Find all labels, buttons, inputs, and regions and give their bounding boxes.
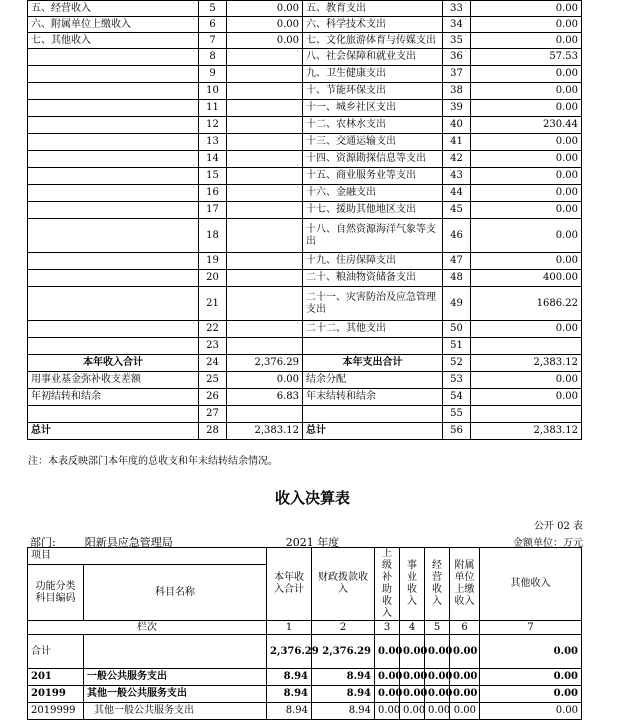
summary-row bbox=[28, 338, 582, 355]
expense-item: 十六、金融支出 bbox=[303, 185, 443, 202]
summary-row bbox=[28, 219, 582, 253]
department-label: 部门: bbox=[30, 536, 56, 549]
expense-amount: 2,383.12 bbox=[471, 355, 582, 372]
income-amount: 2,376.29 bbox=[227, 355, 303, 372]
col-number: 2 bbox=[312, 621, 375, 635]
amount-unit: 金额单位：万元 bbox=[513, 538, 583, 549]
income-amount bbox=[227, 287, 303, 321]
expense-line-no: 36 bbox=[443, 49, 471, 66]
expense-line-no: 41 bbox=[443, 134, 471, 151]
income-row bbox=[28, 686, 582, 703]
col-number: 4 bbox=[400, 621, 425, 635]
income-line-no: 5 bbox=[199, 1, 227, 17]
income-line-no: 14 bbox=[199, 151, 227, 168]
income-item bbox=[28, 219, 199, 253]
income-amount bbox=[227, 66, 303, 83]
income-item bbox=[28, 83, 199, 100]
header-col-label: 栏次 bbox=[28, 621, 267, 635]
subject-name: 其他一般公共服务支出 bbox=[84, 686, 267, 703]
income-amount bbox=[227, 168, 303, 185]
summary-row bbox=[28, 100, 582, 117]
income-amount: 0.00 bbox=[227, 372, 303, 389]
expense-line-no: 37 bbox=[443, 66, 471, 83]
income-line-no: 18 bbox=[199, 219, 227, 253]
income-amount bbox=[227, 151, 303, 168]
expense-line-no: 56 bbox=[443, 423, 471, 440]
col-number: 1 bbox=[267, 621, 312, 635]
expense-item: 十七、援助其他地区支出 bbox=[303, 202, 443, 219]
expense-line-no: 53 bbox=[443, 372, 471, 389]
amount-cell: 0.00 bbox=[425, 635, 450, 669]
summary-row bbox=[28, 83, 582, 100]
amount-cell: 0.00 bbox=[450, 669, 480, 686]
expense-amount: 230.44 bbox=[471, 117, 582, 134]
amount-cell: 0.00 bbox=[400, 669, 425, 686]
expense-amount: 0.00 bbox=[471, 100, 582, 117]
expense-amount: 0.00 bbox=[471, 1, 582, 17]
amount-cell: 8.94 bbox=[312, 686, 375, 703]
income-item bbox=[28, 49, 199, 66]
expense-amount: 0.00 bbox=[471, 321, 582, 338]
amount-cell: 0.00 bbox=[400, 686, 425, 703]
header-business: 事业收入 bbox=[400, 548, 425, 621]
summary-row bbox=[28, 1, 582, 17]
income-item bbox=[28, 406, 199, 423]
income-item bbox=[28, 168, 199, 185]
expense-amount: 0.00 bbox=[471, 219, 582, 253]
subject-name bbox=[84, 635, 267, 669]
expense-amount: 0.00 bbox=[471, 389, 582, 406]
expense-item: 二十二、其他支出 bbox=[303, 321, 443, 338]
expense-item bbox=[303, 338, 443, 355]
income-line-no: 27 bbox=[199, 406, 227, 423]
header-affiliated: 附属单位上缴收入 bbox=[450, 548, 480, 621]
income-amount: 0.00 bbox=[227, 17, 303, 33]
expense-item: 六、科学技术支出 bbox=[303, 17, 443, 33]
expense-line-no: 51 bbox=[443, 338, 471, 355]
amount-cell: 0.00 bbox=[400, 703, 425, 720]
amount-cell: 0.00 bbox=[375, 669, 400, 686]
expense-item: 总计 bbox=[303, 423, 443, 440]
expense-amount: 57.53 bbox=[471, 49, 582, 66]
amount-cell: 8.94 bbox=[267, 669, 312, 686]
col-number: 6 bbox=[450, 621, 480, 635]
income-row bbox=[28, 669, 582, 686]
expense-line-no: 55 bbox=[443, 406, 471, 423]
expense-item: 结余分配 bbox=[303, 372, 443, 389]
expense-line-no: 46 bbox=[443, 219, 471, 253]
income-item bbox=[28, 321, 199, 338]
income-item: 五、经营收入 bbox=[28, 1, 199, 17]
summary-row bbox=[28, 202, 582, 219]
income-item bbox=[28, 287, 199, 321]
expense-amount: 0.00 bbox=[471, 372, 582, 389]
income-amount bbox=[227, 100, 303, 117]
expense-item: 七、文化旅游体育与传媒支出 bbox=[303, 33, 443, 49]
income-item bbox=[28, 100, 199, 117]
summary-row bbox=[28, 321, 582, 338]
col-number: 7 bbox=[480, 621, 582, 635]
amount-cell: 0.00 bbox=[425, 686, 450, 703]
amount-cell: 8.94 bbox=[267, 686, 312, 703]
expense-line-no: 50 bbox=[443, 321, 471, 338]
income-amount bbox=[227, 406, 303, 423]
income-amount bbox=[227, 270, 303, 287]
income-line-no: 28 bbox=[199, 423, 227, 440]
income-amount bbox=[227, 134, 303, 151]
expense-line-no: 45 bbox=[443, 202, 471, 219]
class-code: 合计 bbox=[28, 635, 84, 669]
expense-amount: 0.00 bbox=[471, 33, 582, 49]
income-item bbox=[28, 270, 199, 287]
income-line-no: 25 bbox=[199, 372, 227, 389]
income-item bbox=[28, 338, 199, 355]
amount-cell: 0.00 bbox=[450, 635, 480, 669]
amount-cell: 0.00 bbox=[450, 686, 480, 703]
income-item bbox=[28, 253, 199, 270]
amount-cell: 0.00 bbox=[425, 703, 450, 720]
expense-item: 十、节能环保支出 bbox=[303, 83, 443, 100]
income-item: 七、其他收入 bbox=[28, 33, 199, 49]
expense-item: 十三、交通运输支出 bbox=[303, 134, 443, 151]
expense-amount: 0.00 bbox=[471, 151, 582, 168]
expense-line-no: 54 bbox=[443, 389, 471, 406]
expense-amount: 0.00 bbox=[471, 185, 582, 202]
expense-item: 五、教育支出 bbox=[303, 1, 443, 17]
class-code: 201 bbox=[28, 669, 84, 686]
expense-item: 年末结转和结余 bbox=[303, 389, 443, 406]
income-row bbox=[28, 635, 582, 669]
income-item: 年初结转和结余 bbox=[28, 389, 199, 406]
summary-row bbox=[28, 389, 582, 406]
income-item: 总计 bbox=[28, 423, 199, 440]
report-code: 公开 02 表 bbox=[533, 521, 583, 532]
income-amount: 6.83 bbox=[227, 389, 303, 406]
expense-line-no: 42 bbox=[443, 151, 471, 168]
department-name: 阳新县应急管理局 bbox=[84, 536, 173, 549]
summary-row bbox=[28, 33, 582, 49]
income-line-no: 23 bbox=[199, 338, 227, 355]
income-line-no: 22 bbox=[199, 321, 227, 338]
summary-row bbox=[28, 406, 582, 423]
income-item: 用事业基金弥补收支差额 bbox=[28, 372, 199, 389]
income-item bbox=[28, 151, 199, 168]
income-line-no: 15 bbox=[199, 168, 227, 185]
amount-cell: 2,376.29 bbox=[267, 635, 312, 669]
header-superior: 上级补助收入 bbox=[375, 548, 400, 621]
expense-item: 十九、住房保障支出 bbox=[303, 253, 443, 270]
income-line-no: 24 bbox=[199, 355, 227, 372]
header-project: 项目 bbox=[28, 548, 267, 565]
income-amount bbox=[227, 117, 303, 134]
summary-row bbox=[28, 17, 582, 33]
expense-item: 八、社会保障和就业支出 bbox=[303, 49, 443, 66]
amount-cell: 8.94 bbox=[267, 703, 312, 720]
income-line-no: 6 bbox=[199, 17, 227, 33]
income-amount bbox=[227, 338, 303, 355]
expense-item: 本年支出合计 bbox=[303, 355, 443, 372]
header-operating: 经营收入 bbox=[425, 548, 450, 621]
expense-amount: 0.00 bbox=[471, 253, 582, 270]
income-line-no: 13 bbox=[199, 134, 227, 151]
amount-cell: 0.00 bbox=[375, 635, 400, 669]
income-amount bbox=[227, 219, 303, 253]
header-subject-name: 科目名称 bbox=[84, 565, 267, 621]
expense-amount: 0.00 bbox=[471, 17, 582, 33]
summary-row bbox=[28, 355, 582, 372]
income-line-no: 16 bbox=[199, 185, 227, 202]
report-year: 2021 年度 bbox=[285, 536, 340, 549]
col-number: 5 bbox=[425, 621, 450, 635]
expense-amount bbox=[471, 338, 582, 355]
summary-row bbox=[28, 372, 582, 389]
income-amount: 0.00 bbox=[227, 1, 303, 17]
income-item: 本年收入合计 bbox=[28, 355, 199, 372]
summary-row bbox=[28, 66, 582, 83]
income-line-no: 11 bbox=[199, 100, 227, 117]
expense-line-no: 44 bbox=[443, 185, 471, 202]
subject-name: 一般公共服务支出 bbox=[84, 669, 267, 686]
expense-amount: 0.00 bbox=[471, 202, 582, 219]
income-amount bbox=[227, 202, 303, 219]
income-line-no: 21 bbox=[199, 287, 227, 321]
amount-cell: 0.00 bbox=[375, 703, 400, 720]
class-code: 2019999 bbox=[28, 703, 84, 720]
expense-line-no: 38 bbox=[443, 83, 471, 100]
summary-row bbox=[28, 287, 582, 321]
expense-amount: 2,383.12 bbox=[471, 423, 582, 440]
expense-line-no: 34 bbox=[443, 17, 471, 33]
income-item: 六、附属单位上缴收入 bbox=[28, 17, 199, 33]
expense-item: 九、卫生健康支出 bbox=[303, 66, 443, 83]
income-amount bbox=[227, 49, 303, 66]
class-code: 20199 bbox=[28, 686, 84, 703]
expense-item: 十一、城乡社区支出 bbox=[303, 100, 443, 117]
header-total-income: 本年收入合计 bbox=[267, 548, 312, 621]
summary-row bbox=[28, 151, 582, 168]
income-final-accounts-table bbox=[27, 547, 582, 720]
expense-line-no: 35 bbox=[443, 33, 471, 49]
amount-cell: 0.00 bbox=[375, 686, 400, 703]
expense-item: 二十、粮油物资储备支出 bbox=[303, 270, 443, 287]
income-item bbox=[28, 202, 199, 219]
expense-line-no: 43 bbox=[443, 168, 471, 185]
income-item bbox=[28, 66, 199, 83]
income-amount bbox=[227, 83, 303, 100]
expense-amount: 0.00 bbox=[471, 66, 582, 83]
summary-row bbox=[28, 117, 582, 134]
amount-cell: 0.00 bbox=[480, 703, 582, 720]
header-fiscal: 财政拨款收入 bbox=[312, 548, 375, 621]
amount-cell: 0.00 bbox=[480, 635, 582, 669]
amount-cell: 0.00 bbox=[450, 703, 480, 720]
income-line-no: 20 bbox=[199, 270, 227, 287]
expense-line-no: 39 bbox=[443, 100, 471, 117]
col-number: 3 bbox=[375, 621, 400, 635]
income-amount bbox=[227, 185, 303, 202]
income-line-no: 7 bbox=[199, 33, 227, 49]
subject-name: 其他一般公共服务支出 bbox=[84, 703, 267, 720]
amount-cell: 2,376.29 bbox=[312, 635, 375, 669]
expense-line-no: 33 bbox=[443, 1, 471, 17]
amount-cell: 8.94 bbox=[312, 703, 375, 720]
amount-cell: 8.94 bbox=[312, 669, 375, 686]
income-expense-summary-table bbox=[27, 0, 582, 440]
summary-row bbox=[28, 134, 582, 151]
income-line-no: 9 bbox=[199, 66, 227, 83]
summary-row bbox=[28, 168, 582, 185]
expense-item bbox=[303, 406, 443, 423]
expense-line-no: 52 bbox=[443, 355, 471, 372]
header-other: 其他收入 bbox=[480, 548, 582, 621]
income-item bbox=[28, 117, 199, 134]
amount-cell: 0.00 bbox=[480, 669, 582, 686]
expense-amount: 1686.22 bbox=[471, 287, 582, 321]
income-line-no: 12 bbox=[199, 117, 227, 134]
expense-line-no: 49 bbox=[443, 287, 471, 321]
summary-row bbox=[28, 423, 582, 440]
income-line-no: 10 bbox=[199, 83, 227, 100]
income-amount bbox=[227, 321, 303, 338]
income-amount: 0.00 bbox=[227, 33, 303, 49]
income-amount: 2,383.12 bbox=[227, 423, 303, 440]
income-line-no: 26 bbox=[199, 389, 227, 406]
report-title: 收入决算表 bbox=[274, 489, 350, 507]
income-amount bbox=[227, 253, 303, 270]
expense-amount: 400.00 bbox=[471, 270, 582, 287]
expense-line-no: 48 bbox=[443, 270, 471, 287]
amount-cell: 0.00 bbox=[480, 686, 582, 703]
income-line-no: 19 bbox=[199, 253, 227, 270]
expense-item: 十四、资源勘探信息等支出 bbox=[303, 151, 443, 168]
income-item bbox=[28, 185, 199, 202]
expense-item: 十二、农林水支出 bbox=[303, 117, 443, 134]
expense-item: 十八、自然资源海洋气象等支出 bbox=[303, 219, 443, 253]
expense-amount: 0.00 bbox=[471, 83, 582, 100]
income-line-no: 8 bbox=[199, 49, 227, 66]
expense-amount: 0.00 bbox=[471, 134, 582, 151]
expense-amount bbox=[471, 406, 582, 423]
income-row bbox=[28, 703, 582, 720]
income-item bbox=[28, 134, 199, 151]
summary-row bbox=[28, 253, 582, 270]
expense-item: 十五、商业服务业等支出 bbox=[303, 168, 443, 185]
expense-amount: 0.00 bbox=[471, 168, 582, 185]
amount-cell: 0.00 bbox=[400, 635, 425, 669]
amount-cell: 0.00 bbox=[425, 669, 450, 686]
summary-row bbox=[28, 270, 582, 287]
expense-line-no: 40 bbox=[443, 117, 471, 134]
header-class-code: 功能分类科目编码 bbox=[28, 565, 84, 621]
expense-line-no: 47 bbox=[443, 253, 471, 270]
income-line-no: 17 bbox=[199, 202, 227, 219]
summary-row bbox=[28, 185, 582, 202]
summary-row bbox=[28, 49, 582, 66]
expense-item: 二十一、灾害防治及应急管理支出 bbox=[303, 287, 443, 321]
table-note: 注：本表反映部门本年度的总收支和年末结转结余情况。 bbox=[28, 456, 278, 467]
